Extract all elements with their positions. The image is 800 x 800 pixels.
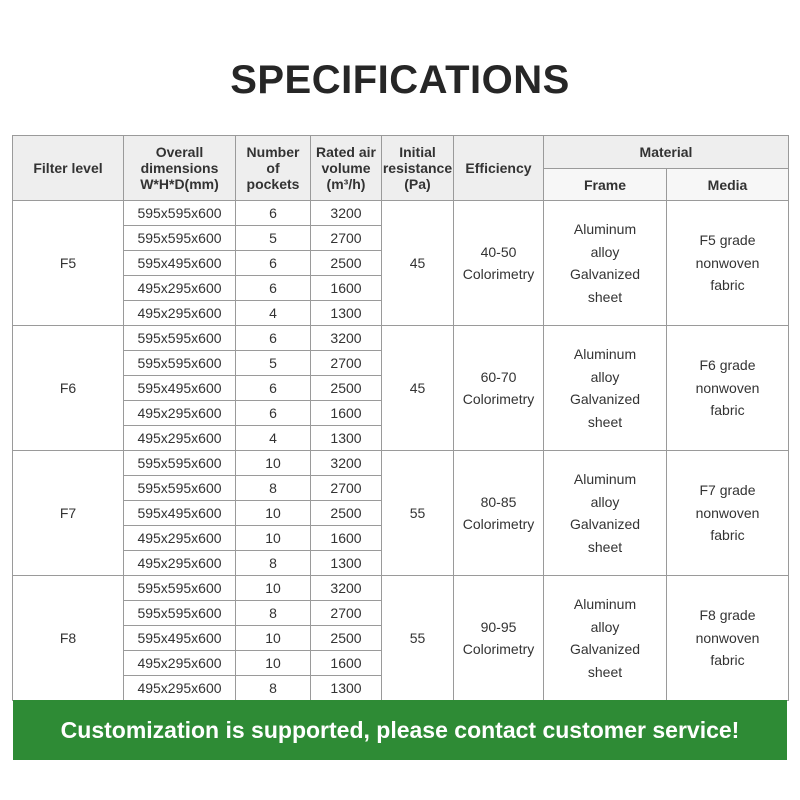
header-airflow: Rated air volume (m³/h) (311, 136, 382, 201)
dimensions-cell: 595x595x600 (124, 351, 236, 376)
frame-cell: Aluminum alloy Galvanized sheet (544, 576, 667, 701)
airflow-cell: 2700 (311, 476, 382, 501)
airflow-cell: 2500 (311, 251, 382, 276)
media-cell: F8 grade nonwoven fabric (667, 576, 789, 701)
filter-level-cell: F7 (13, 451, 124, 576)
table-row (13, 576, 789, 601)
header-resistance: Initial resistance (Pa) (382, 136, 454, 201)
resistance-cell: 45 (382, 201, 454, 326)
airflow-cell: 3200 (311, 576, 382, 601)
pockets-cell: 10 (236, 626, 311, 651)
efficiency-cell: 60-70 Colorimetry (454, 326, 544, 451)
table-body (13, 201, 789, 701)
pockets-cell: 6 (236, 201, 311, 226)
frame-cell: Aluminum alloy Galvanized sheet (544, 201, 667, 326)
airflow-cell: 2500 (311, 626, 382, 651)
pockets-cell: 6 (236, 276, 311, 301)
header-dimensions: Overall dimensions W*H*D(mm) (124, 136, 236, 201)
filter-level-cell: F6 (13, 326, 124, 451)
pockets-cell: 4 (236, 301, 311, 326)
airflow-cell: 1600 (311, 276, 382, 301)
table-row (13, 451, 789, 476)
filter-level-cell: F5 (13, 201, 124, 326)
pockets-cell: 6 (236, 251, 311, 276)
header-row (13, 136, 789, 169)
dimensions-cell: 595x595x600 (124, 451, 236, 476)
airflow-cell: 2500 (311, 376, 382, 401)
header-pockets: Number of pockets (236, 136, 311, 201)
airflow-cell: 1300 (311, 551, 382, 576)
dimensions-cell: 595x495x600 (124, 251, 236, 276)
media-cell: F6 grade nonwoven fabric (667, 326, 789, 451)
dimensions-cell: 495x295x600 (124, 301, 236, 326)
airflow-cell: 1300 (311, 301, 382, 326)
header-material: Material (544, 136, 789, 169)
table-row (13, 201, 789, 226)
dimensions-cell: 595x595x600 (124, 201, 236, 226)
dimensions-cell: 495x295x600 (124, 551, 236, 576)
airflow-cell: 1300 (311, 676, 382, 701)
dimensions-cell: 495x295x600 (124, 526, 236, 551)
airflow-cell: 2700 (311, 226, 382, 251)
resistance-cell: 55 (382, 576, 454, 701)
pockets-cell: 4 (236, 426, 311, 451)
pockets-cell: 10 (236, 451, 311, 476)
airflow-cell: 1600 (311, 526, 382, 551)
dimensions-cell: 595x495x600 (124, 376, 236, 401)
airflow-cell: 2700 (311, 351, 382, 376)
airflow-cell: 3200 (311, 201, 382, 226)
customization-banner: Customization is supported, please contact customer service! (13, 700, 787, 760)
media-cell: F7 grade nonwoven fabric (667, 451, 789, 576)
efficiency-cell: 90-95 Colorimetry (454, 576, 544, 701)
pockets-cell: 8 (236, 601, 311, 626)
pockets-cell: 5 (236, 226, 311, 251)
dimensions-cell: 495x295x600 (124, 426, 236, 451)
pockets-cell: 6 (236, 401, 311, 426)
pockets-cell: 10 (236, 651, 311, 676)
efficiency-cell: 80-85 Colorimetry (454, 451, 544, 576)
frame-cell: Aluminum alloy Galvanized sheet (544, 326, 667, 451)
airflow-cell: 2500 (311, 501, 382, 526)
dimensions-cell: 595x595x600 (124, 326, 236, 351)
pockets-cell: 8 (236, 551, 311, 576)
airflow-cell: 1600 (311, 401, 382, 426)
header-frame: Frame (544, 169, 667, 201)
resistance-cell: 45 (382, 326, 454, 451)
pockets-cell: 6 (236, 376, 311, 401)
airflow-cell: 3200 (311, 326, 382, 351)
dimensions-cell: 495x295x600 (124, 276, 236, 301)
pockets-cell: 10 (236, 576, 311, 601)
pockets-cell: 8 (236, 676, 311, 701)
header-efficiency: Efficiency (454, 136, 544, 201)
dimensions-cell: 595x495x600 (124, 501, 236, 526)
dimensions-cell: 495x295x600 (124, 401, 236, 426)
dimensions-cell: 595x495x600 (124, 626, 236, 651)
dimensions-cell: 595x595x600 (124, 601, 236, 626)
table-row (13, 326, 789, 351)
airflow-cell: 1600 (311, 651, 382, 676)
header-media: Media (667, 169, 789, 201)
specifications-table (12, 135, 789, 701)
pockets-cell: 8 (236, 476, 311, 501)
frame-cell: Aluminum alloy Galvanized sheet (544, 451, 667, 576)
efficiency-cell: 40-50 Colorimetry (454, 201, 544, 326)
airflow-cell: 2700 (311, 601, 382, 626)
filter-level-cell: F8 (13, 576, 124, 701)
pockets-cell: 6 (236, 326, 311, 351)
dimensions-cell: 595x595x600 (124, 576, 236, 601)
page-title: SPECIFICATIONS (230, 58, 570, 102)
dimensions-cell: 495x295x600 (124, 651, 236, 676)
dimensions-cell: 495x295x600 (124, 676, 236, 701)
pockets-cell: 10 (236, 526, 311, 551)
header-filter-level: Filter level (13, 136, 124, 201)
airflow-cell: 1300 (311, 426, 382, 451)
pockets-cell: 5 (236, 351, 311, 376)
dimensions-cell: 595x595x600 (124, 476, 236, 501)
pockets-cell: 10 (236, 501, 311, 526)
dimensions-cell: 595x595x600 (124, 226, 236, 251)
airflow-cell: 3200 (311, 451, 382, 476)
resistance-cell: 55 (382, 451, 454, 576)
media-cell: F5 grade nonwoven fabric (667, 201, 789, 326)
